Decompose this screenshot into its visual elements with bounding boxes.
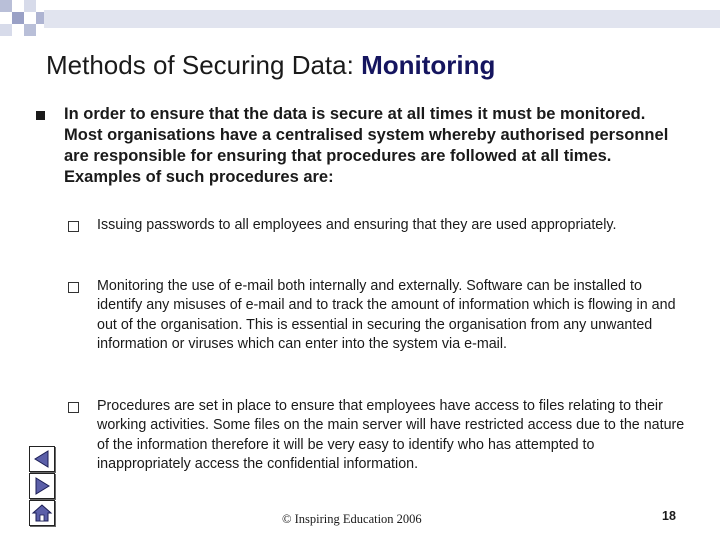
previous-slide-icon bbox=[30, 447, 54, 471]
header-decoration bbox=[0, 0, 720, 40]
next-slide-button[interactable] bbox=[29, 473, 55, 499]
slide-title-prefix: Methods of Securing Data: bbox=[46, 50, 362, 80]
home-icon bbox=[30, 501, 54, 525]
slide-title-highlight: Monitoring bbox=[361, 50, 496, 80]
decor-square bbox=[0, 0, 12, 12]
decor-square bbox=[12, 12, 24, 24]
checkbox-bullet-icon bbox=[68, 221, 79, 232]
decor-square bbox=[24, 24, 36, 36]
checkbox-bullet-icon bbox=[68, 402, 79, 413]
footer-copyright: © Inspiring Education 2006 bbox=[282, 512, 422, 526]
list-item-text: Procedures are set in place to ensure that employees have access to files relating to their working activities. Some files on the main server will have restricted access due to the nature of the information therefore it will be very easy to identify who has attempted to inappropriately access the confidential information. bbox=[97, 398, 685, 472]
square-bullet-icon bbox=[36, 111, 45, 120]
list-item-text: Monitoring the use of e-mail both internally and externally. Software can be installed to identify any misuses of e-mail and to track the amount of information which is flowing in and out of the organisation. This is essential in securing the organisation from any unwanted information or viruses which can enter into the system via e-mail. bbox=[97, 278, 676, 352]
header-bar bbox=[44, 10, 720, 28]
decor-square bbox=[36, 12, 44, 24]
list-item-text: Issuing passwords to all employees and ensuring that they are used appropriately. bbox=[97, 217, 617, 233]
decor-square bbox=[24, 0, 36, 12]
slide-title bbox=[46, 50, 495, 81]
previous-slide-button[interactable] bbox=[29, 446, 55, 472]
intro-paragraph: In order to ensure that the data is secure at all times it must be monitored. Most organisations have a centralised system whereby authorised personnel are responsible for ensuring that procedures are followed at all times. Examples of such procedures are: bbox=[64, 105, 669, 186]
page-number: 18 bbox=[662, 509, 676, 523]
checkbox-bullet-icon bbox=[68, 282, 79, 293]
next-slide-icon bbox=[30, 474, 54, 498]
decor-square bbox=[0, 24, 12, 36]
home-button[interactable] bbox=[29, 500, 55, 526]
